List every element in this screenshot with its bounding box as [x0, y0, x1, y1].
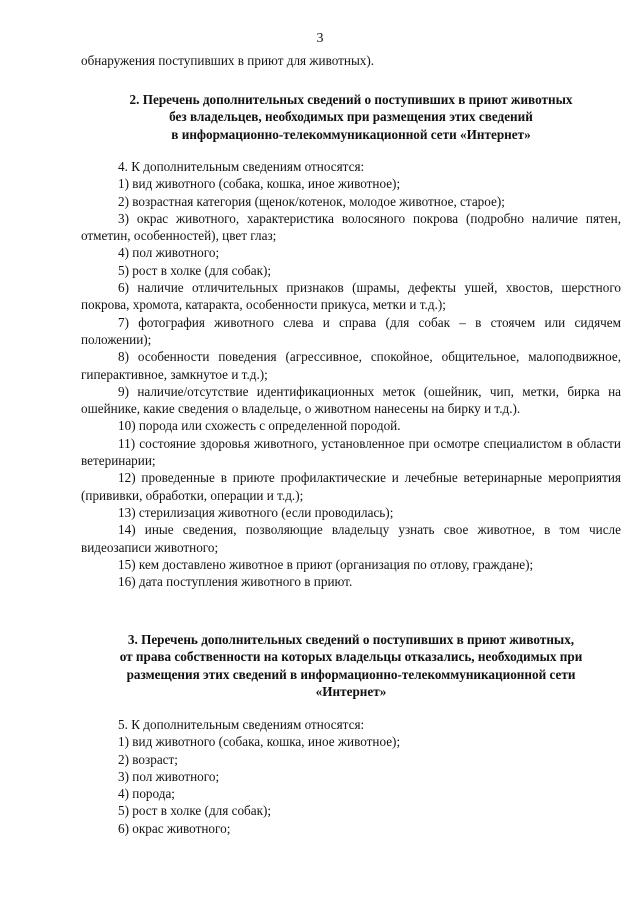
list-item: 3) пол животного;: [118, 768, 220, 784]
list-item: 12) проведенные в приюте профилактические и лечебные ветеринарные мероприятия (прививки, обработки, операции и т.д.);: [81, 470, 621, 503]
list-item: 8) особенности поведения (агрессивное, спокойное, общительное, малоподвижное, гиперактивное, замкнутое и т.д.);: [81, 349, 621, 382]
list-item: 4) пол животного;: [118, 245, 220, 261]
list-item: 11) состояние здоровья животного, установленное при осмотре специалистом в области ветеринарии;: [81, 435, 621, 469]
list-item: 14) иные сведения, позволяющие владельцу узнать свое животное, в том числе видеозаписи животного;: [81, 522, 621, 555]
section2-intro: 4. К дополнительным сведениям относятся:: [118, 159, 365, 174]
intro-line: обнаружения поступивших в приют для животных).: [81, 53, 375, 68]
list-item: 1) вид животного (собака, кошка, иное животное);: [118, 734, 401, 750]
section2-heading-line-2: без владельцев, необходимых при размещения этих сведений: [169, 109, 533, 125]
list-item: 15) кем доставлено животное в приют (организация по отлову, граждане);: [118, 556, 534, 572]
list-item: 4) порода;: [118, 786, 175, 802]
section2-heading-line-1: 2. Перечень дополнительных сведений о поступивших в приют животных: [129, 92, 573, 107]
section3-heading: [81, 631, 621, 700]
intro-line-block: [81, 52, 621, 69]
section3-list: [81, 716, 621, 837]
list-item: 13) стерилизация животного (если проводилась);: [118, 504, 394, 520]
list-item: 6) окрас животного;: [118, 820, 231, 836]
list-item: 5) рост в холке (для собак);: [118, 262, 272, 278]
section3-heading-line-4: «Интернет»: [315, 683, 387, 699]
section2-list: [81, 158, 621, 590]
section3-heading-line-1: 3. Перечень дополнительных сведений о поступивших в приют животных,: [127, 632, 575, 647]
list-item: 7) фотография животного слева и справа (для собак – в стоячем или сидячем положении);: [81, 314, 621, 347]
list-item: 10) порода или схожесть с определенной породой.: [118, 418, 401, 434]
list-item: 2) возраст;: [118, 751, 178, 767]
section2-heading: [81, 91, 621, 143]
list-item: 9) наличие/отсутствие идентификационных меток (ошейник, чип, метки, бирка на ошейнике, какие сведения о владельце, о животном нанесены на бирку и т.д.).: [81, 383, 621, 417]
section3-heading-line-3: размещения этих сведений в информационно-телекоммуникационной сети: [126, 666, 576, 682]
list-item: 1) вид животного (собака, кошка, иное животное);: [118, 176, 401, 192]
list-item: 6) наличие отличительных признаков (шрамы, дефекты ушей, хвостов, шерстного покрова, хромота, катаракта, особенности прикуса, метки и т.д.);: [81, 280, 621, 313]
list-item: 5) рост в холке (для собак);: [118, 803, 272, 819]
section3-heading-line-2: от права собственности на которых владельцы отказались, необходимых при: [119, 649, 583, 665]
section3-intro: 5. К дополнительным сведениям относятся:: [118, 717, 365, 732]
section2-heading-line-3: в информационно-телекоммуникационной сети «Интернет»: [171, 126, 531, 142]
page-number: 3: [316, 31, 324, 46]
list-item: 16) дата поступления животного в приют.: [118, 574, 353, 590]
list-item: 3) окрас животного, характеристика волосяного покрова (подробно наличие пятен, отметин, особенностей), цвет глаз;: [81, 210, 621, 244]
list-item: 2) возрастная категория (щенок/котенок, молодое животное, старое);: [118, 193, 505, 209]
